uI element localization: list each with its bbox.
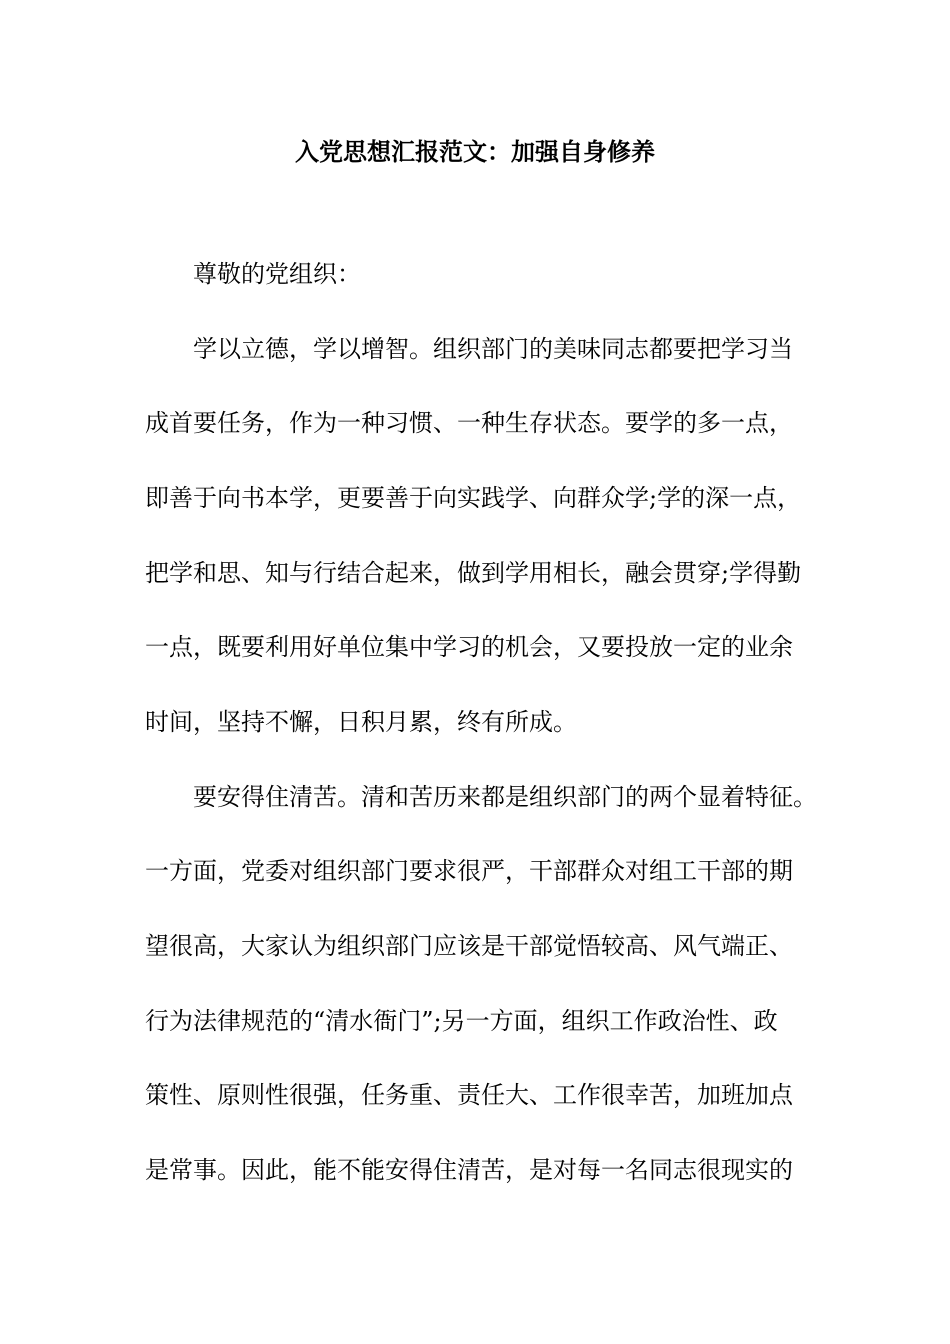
salutation: 尊敬的党组织： (193, 260, 361, 288)
paragraph-line: 一点，既要利用好单位集中学习的机会，又要投放一定的业余 (145, 633, 793, 661)
paragraph-line: 行为法律规范的“清水衙门”;另一方面，组织工作政治性、政 (145, 1007, 778, 1035)
paragraph-line: 一方面，党委对组织部门要求很严，干部群众对组工干部的期 (145, 857, 793, 885)
paragraph-line: 把学和思、知与行结合起来，做到学用相长，融会贯穿;学得勤 (145, 559, 802, 587)
paragraph-line: 即善于向书本学，更要善于向实践学、向群众学;学的深一点， (145, 484, 802, 512)
paragraph-line: 望很高，大家认为组织部门应该是干部觉悟较高、风气端正、 (145, 932, 793, 960)
document-title: 入党思想汇报范文：加强自身修养 (295, 138, 655, 166)
paragraph-line: 策性、原则性很强，任务重、责任大、工作很幸苦，加班加点 (145, 1081, 793, 1109)
paragraph-line: 是常事。因此，能不能安得住清苦，是对每一名同志很现实的 (145, 1156, 793, 1184)
paragraph-line: 时间，坚持不懈，日积月累，终有所成。 (145, 708, 577, 736)
paragraph-line: 学以立德，学以增智。组织部门的美味同志都要把学习当 (193, 335, 793, 363)
paragraph-line: 成首要任务，作为一种习惯、一种生存状态。要学的多一点， (145, 409, 793, 437)
paragraph-line: 要安得住清苦。清和苦历来都是组织部门的两个显着特征。 (193, 783, 817, 811)
